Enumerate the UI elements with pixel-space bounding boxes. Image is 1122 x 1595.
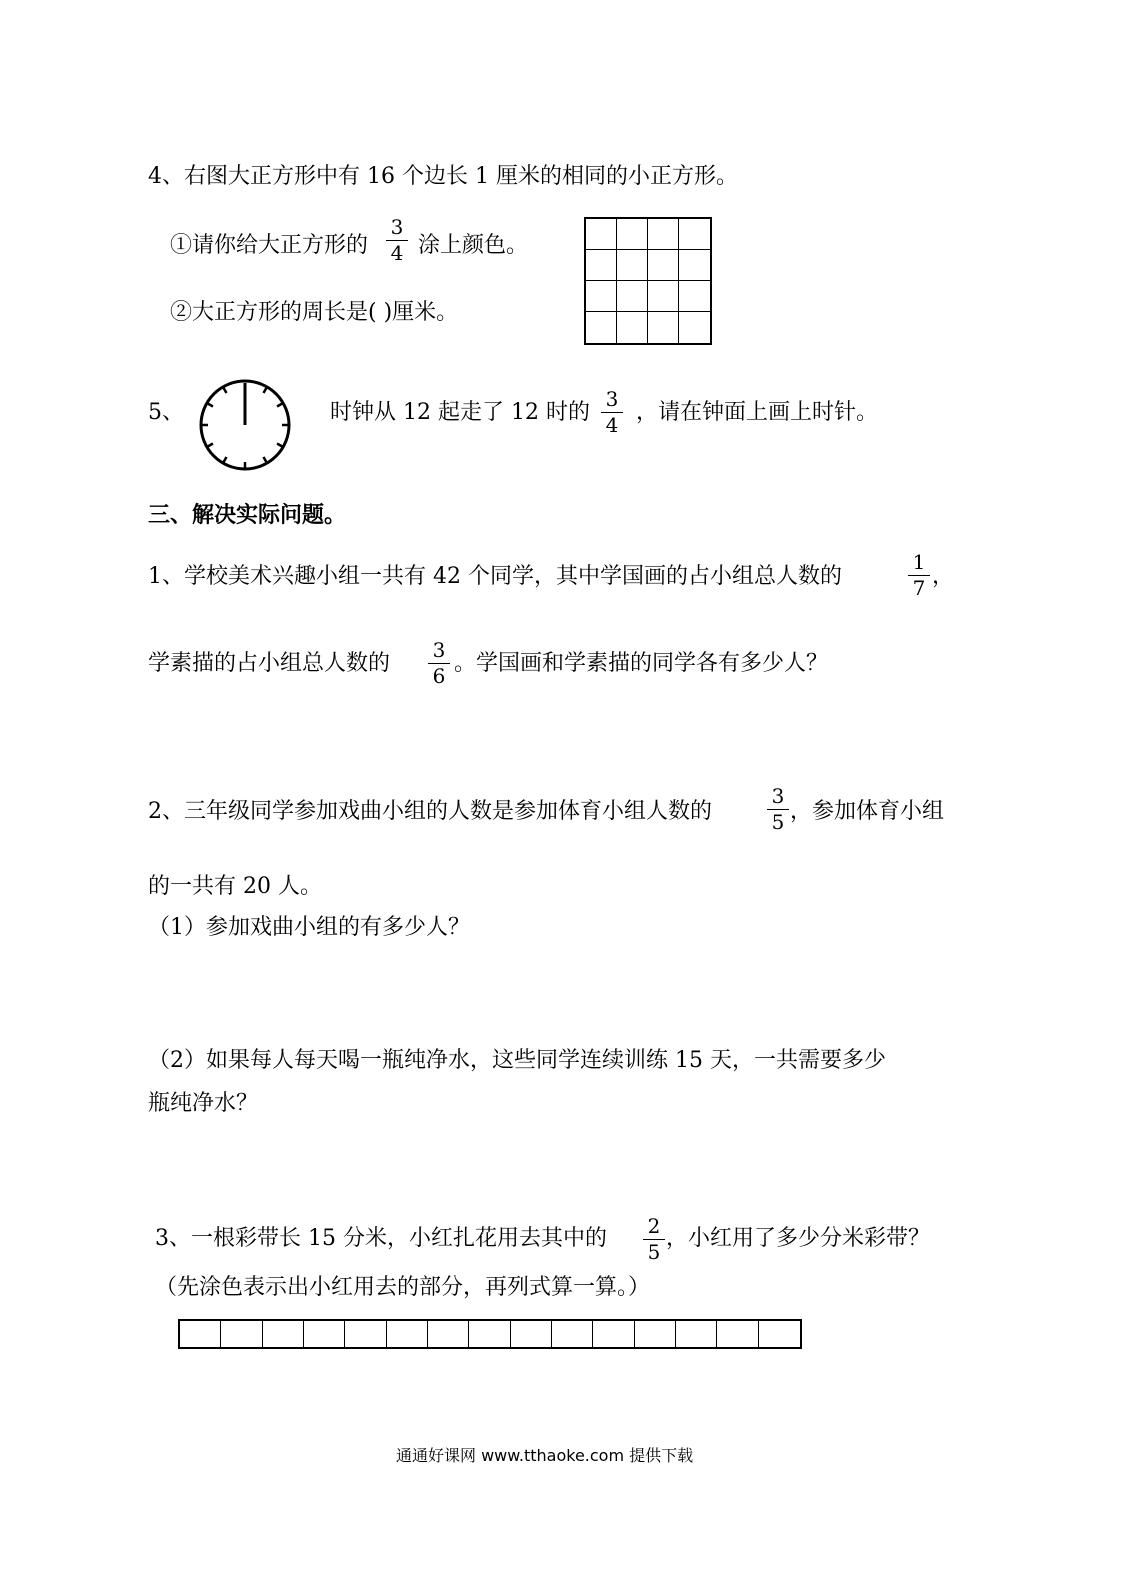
strip-cell[interactable]	[345, 1321, 386, 1347]
grid-cell[interactable]	[648, 312, 679, 343]
q4-part2-text: ②大正方形的周长是( )厘米。	[170, 300, 459, 325]
p2-line1: 2、三年级同学参加戏曲小组的人数是参加体育小组人数的	[148, 799, 712, 824]
q4-part1-post: 涂上颜色。	[418, 233, 529, 258]
q5-text: 时钟从 12 起走了 12 时的	[330, 400, 590, 425]
strip-cell[interactable]	[263, 1321, 304, 1347]
fraction-numerator: 2	[647, 1214, 661, 1238]
q4-part1-text: ①请你给大正方形的	[170, 233, 369, 258]
grid-cell[interactable]	[648, 281, 679, 312]
q5-text-post: ，请在钟面上画上时针。	[636, 400, 879, 425]
clock-tick	[223, 457, 227, 463]
clock-tick	[264, 387, 268, 393]
p1-fraction2	[428, 640, 450, 686]
p2-sub2-line2: 瓶纯净水？	[148, 1091, 259, 1116]
fraction-numerator: 3	[390, 215, 404, 239]
strip-cell[interactable]	[387, 1321, 428, 1347]
strip-cell[interactable]	[759, 1321, 800, 1347]
fraction-denominator: 4	[605, 413, 619, 437]
fraction-denominator: 6	[432, 664, 446, 688]
p2-line1-post: ，参加体育小组	[790, 799, 945, 824]
grid-cell[interactable]	[586, 250, 617, 281]
grid-cell[interactable]	[617, 219, 648, 250]
q5-fraction	[601, 389, 623, 435]
strip-cell[interactable]	[676, 1321, 717, 1347]
clock-tick	[207, 444, 213, 448]
section-heading: 三、解决实际问题。	[148, 503, 347, 528]
fraction-numerator: 3	[771, 784, 785, 808]
p2-line2: 的一共有 20 人。	[148, 874, 322, 899]
grid-cell[interactable]	[648, 250, 679, 281]
strip-cell[interactable]	[469, 1321, 510, 1347]
p2-sub1: （1）参加戏曲小组的有多少人？	[148, 915, 470, 940]
grid-cell[interactable]	[586, 281, 617, 312]
fraction-denominator: 5	[771, 810, 785, 834]
strip-cell[interactable]	[635, 1321, 676, 1347]
strip-cell[interactable]	[593, 1321, 634, 1347]
grid-cell[interactable]	[679, 281, 710, 312]
q4-stem: 4、右图大正方形中有 16 个边长 1 厘米的相同的小正方形。	[148, 164, 738, 189]
strip-cell[interactable]	[511, 1321, 552, 1347]
grid-cell[interactable]	[617, 312, 648, 343]
footer-text: 通通好课网 www.tthaoke.com 提供下载	[396, 1446, 694, 1465]
fraction-denominator: 5	[647, 1240, 661, 1264]
fraction-numerator: 1	[912, 550, 926, 574]
p1-line1: 1、学校美术兴趣小组一共有 42 个同学，其中学国画的占小组总人数的	[148, 564, 842, 589]
p1-line2-post: 。学国画和学素描的同学各有多少人？	[454, 651, 829, 676]
p3-fraction	[643, 1216, 665, 1262]
fraction-denominator: 7	[912, 576, 926, 600]
fraction-numerator: 3	[605, 387, 619, 411]
grid-cell[interactable]	[679, 312, 710, 343]
strip-cell[interactable]	[221, 1321, 262, 1347]
p3-line1: 3、一根彩带长 15 分米，小红扎花用去其中的	[155, 1226, 607, 1251]
grid-cell[interactable]	[617, 281, 648, 312]
clock-tick	[223, 387, 227, 393]
strip-cell[interactable]	[717, 1321, 758, 1347]
clock-tick	[277, 403, 283, 407]
big-square-grid[interactable]	[584, 217, 712, 345]
clock-tick	[277, 444, 283, 448]
p3-line2: （先涂色表示出小红用去的部分，再列式算一算。）	[155, 1275, 651, 1300]
p1-line1-post: ，	[932, 564, 955, 589]
q5-label: 5、	[148, 400, 184, 425]
grid-cell[interactable]	[617, 250, 648, 281]
p2-sub2-line1: （2）如果每人每天喝一瓶纯净水，这些同学连续训练 15 天，一共需要多少	[148, 1048, 886, 1073]
p3-line1-post: ，小红用了多少分米彩带？	[666, 1226, 931, 1251]
clock-face[interactable]	[198, 378, 292, 472]
grid-cell[interactable]	[586, 312, 617, 343]
p2-fraction	[767, 786, 789, 832]
grid-cell[interactable]	[679, 219, 710, 250]
p1-line2: 学素描的占小组总人数的	[148, 651, 391, 676]
strip-cell[interactable]	[428, 1321, 469, 1347]
strip-cell[interactable]	[552, 1321, 593, 1347]
strip-cell[interactable]	[180, 1321, 221, 1347]
ribbon-strip[interactable]	[178, 1319, 802, 1349]
grid-cell[interactable]	[586, 219, 617, 250]
p1-fraction1	[908, 552, 930, 598]
q4-part1-fraction	[386, 217, 408, 263]
fraction-numerator: 3	[432, 638, 446, 662]
strip-cell[interactable]	[304, 1321, 345, 1347]
grid-cell[interactable]	[679, 250, 710, 281]
fraction-denominator: 4	[390, 241, 404, 265]
clock-tick	[207, 403, 213, 407]
clock-tick	[264, 457, 268, 463]
grid-cell[interactable]	[648, 219, 679, 250]
